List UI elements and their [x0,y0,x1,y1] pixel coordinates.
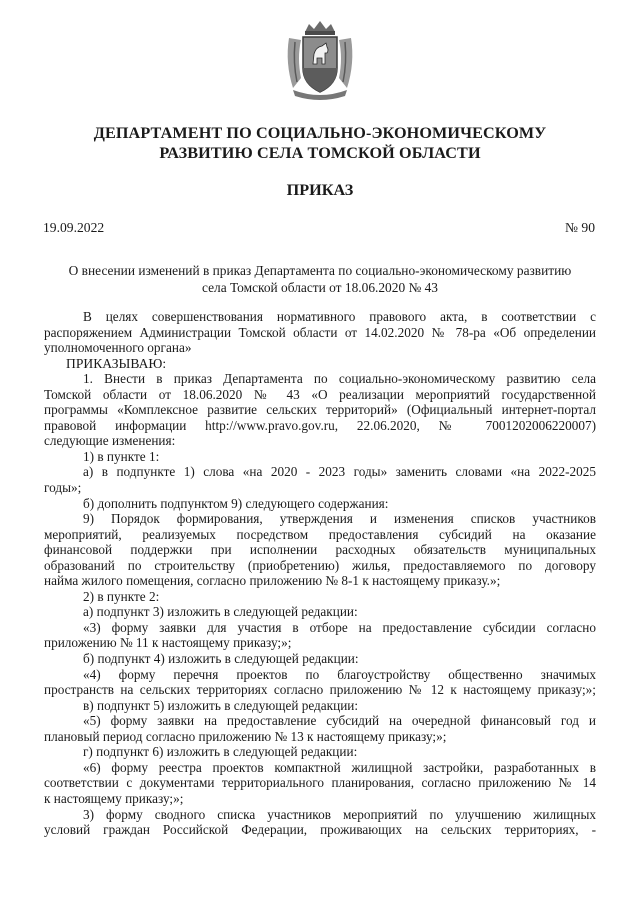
body-line: в) подпункт 5) изложить в следующей редакции: [83,697,359,713]
body-line: пространств на сельских территориях согласно приложению № 12 к настоящему приказу;»; [44,682,596,698]
body-line: распоряжением Администрации Томской области от 14.02.2020 № 78-ра «Об определении [44,324,596,340]
body-line: 2) в пункте 2: [83,588,160,604]
body-line: приложению № 11 к настоящему приказу;»; [44,635,292,651]
document-body [44,309,596,838]
body-line: 1) в пункте 1: [83,448,160,464]
body-line: образований по строительству (приобретению) жилья, предоставляемого по договору [44,557,596,573]
body-line: программы «Комплексное развитие сельских территорий» (Официальный интернет-портал [44,402,596,418]
body-line: мероприятий, реализуемых посредством предоставления субсидий на оказание [44,526,596,542]
body-line: 3) форму сводного списка участников мероприятий по улучшению жилищных [83,806,596,822]
body-line: правовой информации http://www.pravo.gov.ru, 22.06.2020, № 7001202006220007) [44,417,596,433]
department-name-line1: ДЕПАРТАМЕНТ ПО СОЦИАЛЬНО-ЭКОНОМИЧЕСКОМУ [93,124,547,142]
body-line: а) в подпункте 1) слова «на 2020 - 2023 годы» заменить словами «на 2022-2025 [83,464,596,480]
body-line: соответствии с документами территориального планирования, согласно приложению № 14 [44,775,596,791]
subject-line2: села Томской области от 18.06.2020 № 43 [201,280,439,295]
body-line: «6) форму реестра проектов компактной жилищной застройки, разработанных в [83,759,596,775]
body-line: следующие изменения: [44,433,176,449]
body-line: найма жилого помещения, согласно приложению № 8-1 к настоящему приказу.»; [44,573,501,589]
body-line: а) подпункт 3) изложить в следующей редакции: [83,604,358,620]
body-line: 9) Порядок формирования, утверждения и изменения списков участников [83,511,596,527]
document-number: № 90 [565,220,595,235]
document-type-title: ПРИКАЗ [286,181,354,199]
body-line: к настоящему приказу;»; [44,790,184,806]
body-line: 1. Внести в приказ Департамента по социально-экономическому развитию села [83,371,596,387]
body-line: г) подпункт 6) изложить в следующей редакции: [83,744,358,760]
body-line: условий граждан Российской Федерации, проживающих на сельских территориях, - [44,822,596,838]
body-line: б) дополнить подпунктом 9) следующего содержания: [83,495,389,511]
coat-of-arms-emblem [283,18,357,104]
body-line: «3) форму заявки для участия в отборе на предоставление субсидии согласно [83,619,596,635]
body-line: плановый период согласно приложению № 13 к настоящему приказу;»; [44,728,447,744]
body-line: «5) форму заявки на предоставление субсидий на очередной финансовый год и [83,713,596,729]
document-date: 19.09.2022 [43,220,105,235]
body-line: б) подпункт 4) изложить в следующей редакции: [83,651,359,667]
body-line: В целях совершенствования нормативного правового акта, в соответствии с [83,309,596,324]
order-directive: ПРИКАЗЫВАЮ: [66,355,167,371]
body-line: финансовой поддержки при исполнении расходных обязательств муниципальных [44,542,596,558]
subject-line1: О внесении изменений в приказ Департамента по социально-экономическому развитию [68,263,572,278]
document-subject [40,262,600,296]
body-line: «4) форму перечня проектов по благоустройству общественно значимых [83,666,596,682]
body-line: Томской области от 18.06.2020 № 43 «О реализации мероприятий государственной [44,386,596,402]
department-name [40,124,600,163]
department-name-line2: РАЗВИТИЮ СЕЛА ТОМСКОЙ ОБЛАСТИ [159,143,481,162]
body-line: годы»; [44,480,82,496]
body-line: уполномоченного органа» [44,340,192,356]
